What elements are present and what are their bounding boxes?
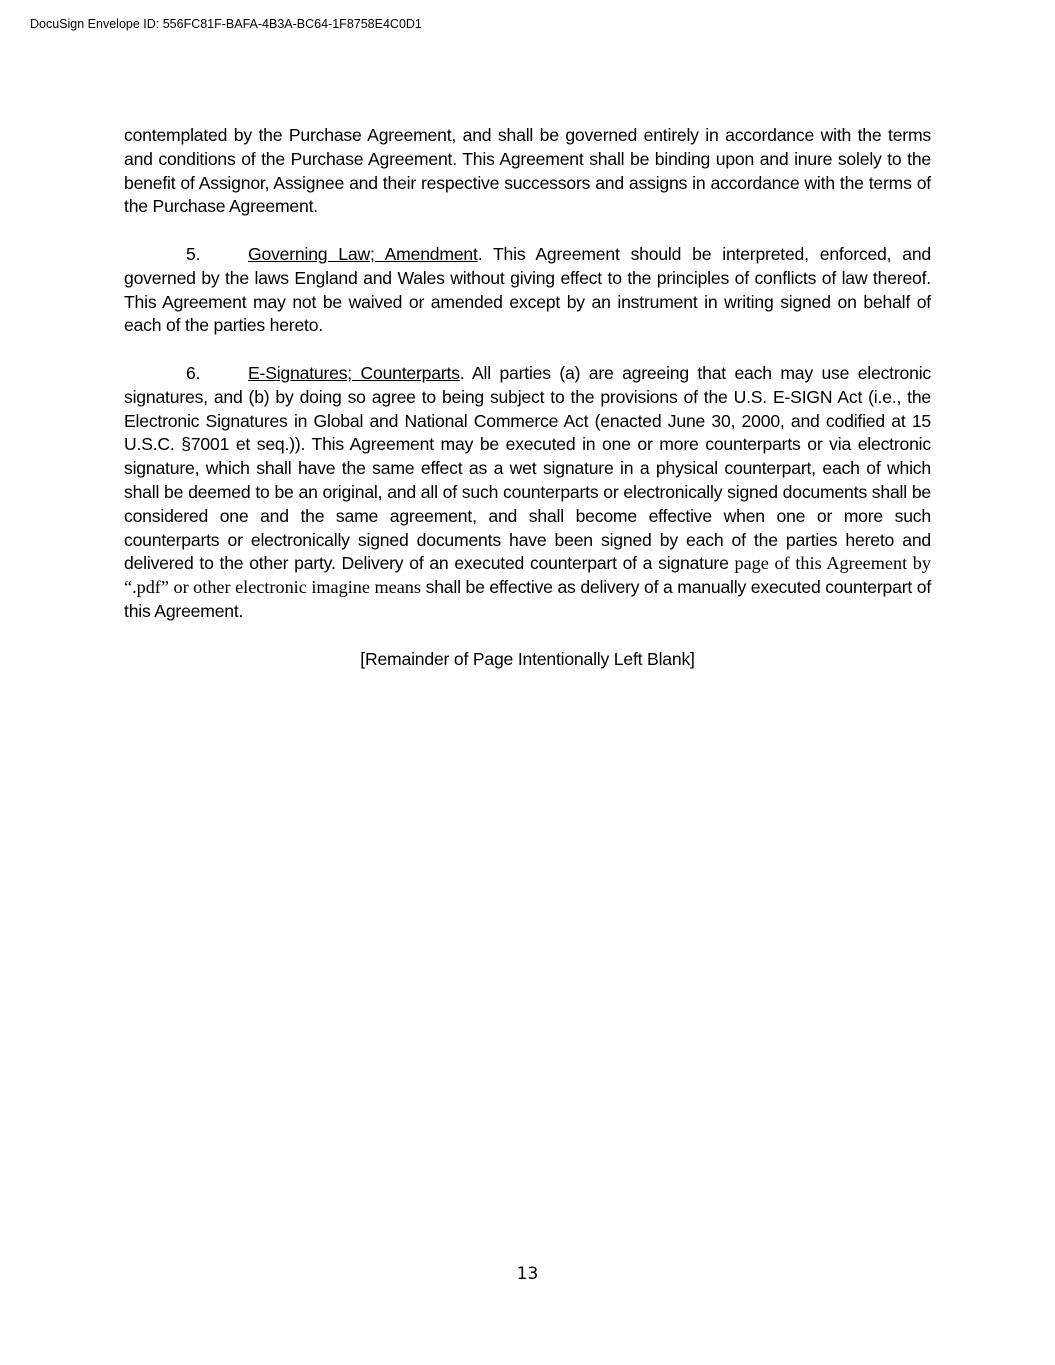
- section-5-number: 5.: [186, 243, 201, 264]
- document-body: [124, 124, 931, 671]
- continuation-paragraph: contemplated by the Purchase Agreement, and shall be governed entirely in accordance with the terms and conditions of the Purchase Agreement. This Agreement shall be binding upon and inure solely to the benefit of Assignor, Assignee and their respective successors and assigns in accordance with the terms of the Purchase Agreement.: [124, 125, 931, 217]
- section-6-paragraph: [124, 362, 931, 624]
- section-5-heading: Governing Law; Amendment: [248, 243, 478, 264]
- section-6-text-serif: page of this Agreement by “.pdf” or other electronic imagine means: [124, 553, 931, 598]
- remainder-note: [Remainder of Page Intentionally Left Blank]: [360, 648, 695, 669]
- section-6-text-part2: shall be effective as delivery of a manually executed counterpart of this Agreement.: [124, 577, 932, 621]
- section-5-paragraph: [124, 243, 931, 338]
- section-5-heading-punctuation: .: [477, 243, 493, 264]
- page-number: 13: [516, 1264, 539, 1284]
- section-6-heading: E-Signatures; Counterparts: [248, 362, 460, 383]
- section-6-text-part1: All parties (a) are agreeing that each may use electronic signatures, and (b) by doing so agree to being subject to the provisions of the U.S. E-SIGN Act (i.e., the Electronic Signatures in Global and National Commerce Act (enacted June 30, 2000, and codified at 15 U.S.C. §7001 et seq.)). This Agreement may be executed in one or more counterparts or via electronic signature, which shall have the same effect as a wet signature in a physical counterpart, each of which shall be deemed to be an original, and all of such counterparts or electronically signed documents shall be considered one and the same agreement, and shall become effective when one or more such counterparts or electronically signed documents have been signed by each of the parties hereto and delivered to the other party. Delivery of an executed counterpart of a signature: [124, 362, 931, 574]
- section-5-text: This Agreement should be interpreted, enforced, and governed by the laws England and Wales without giving effect to the principles of conflicts of law thereof. This Agreement may not be waived or amended except by an instrument in writing signed on behalf of each of the parties hereto.: [124, 243, 931, 336]
- section-6-number: 6.: [186, 362, 201, 383]
- section-6-heading-punctuation: .: [459, 362, 473, 383]
- docusign-envelope-id: DocuSign Envelope ID: 556FC81F-BAFA-4B3A-BC64-1F8758E4C0D1: [30, 17, 422, 31]
